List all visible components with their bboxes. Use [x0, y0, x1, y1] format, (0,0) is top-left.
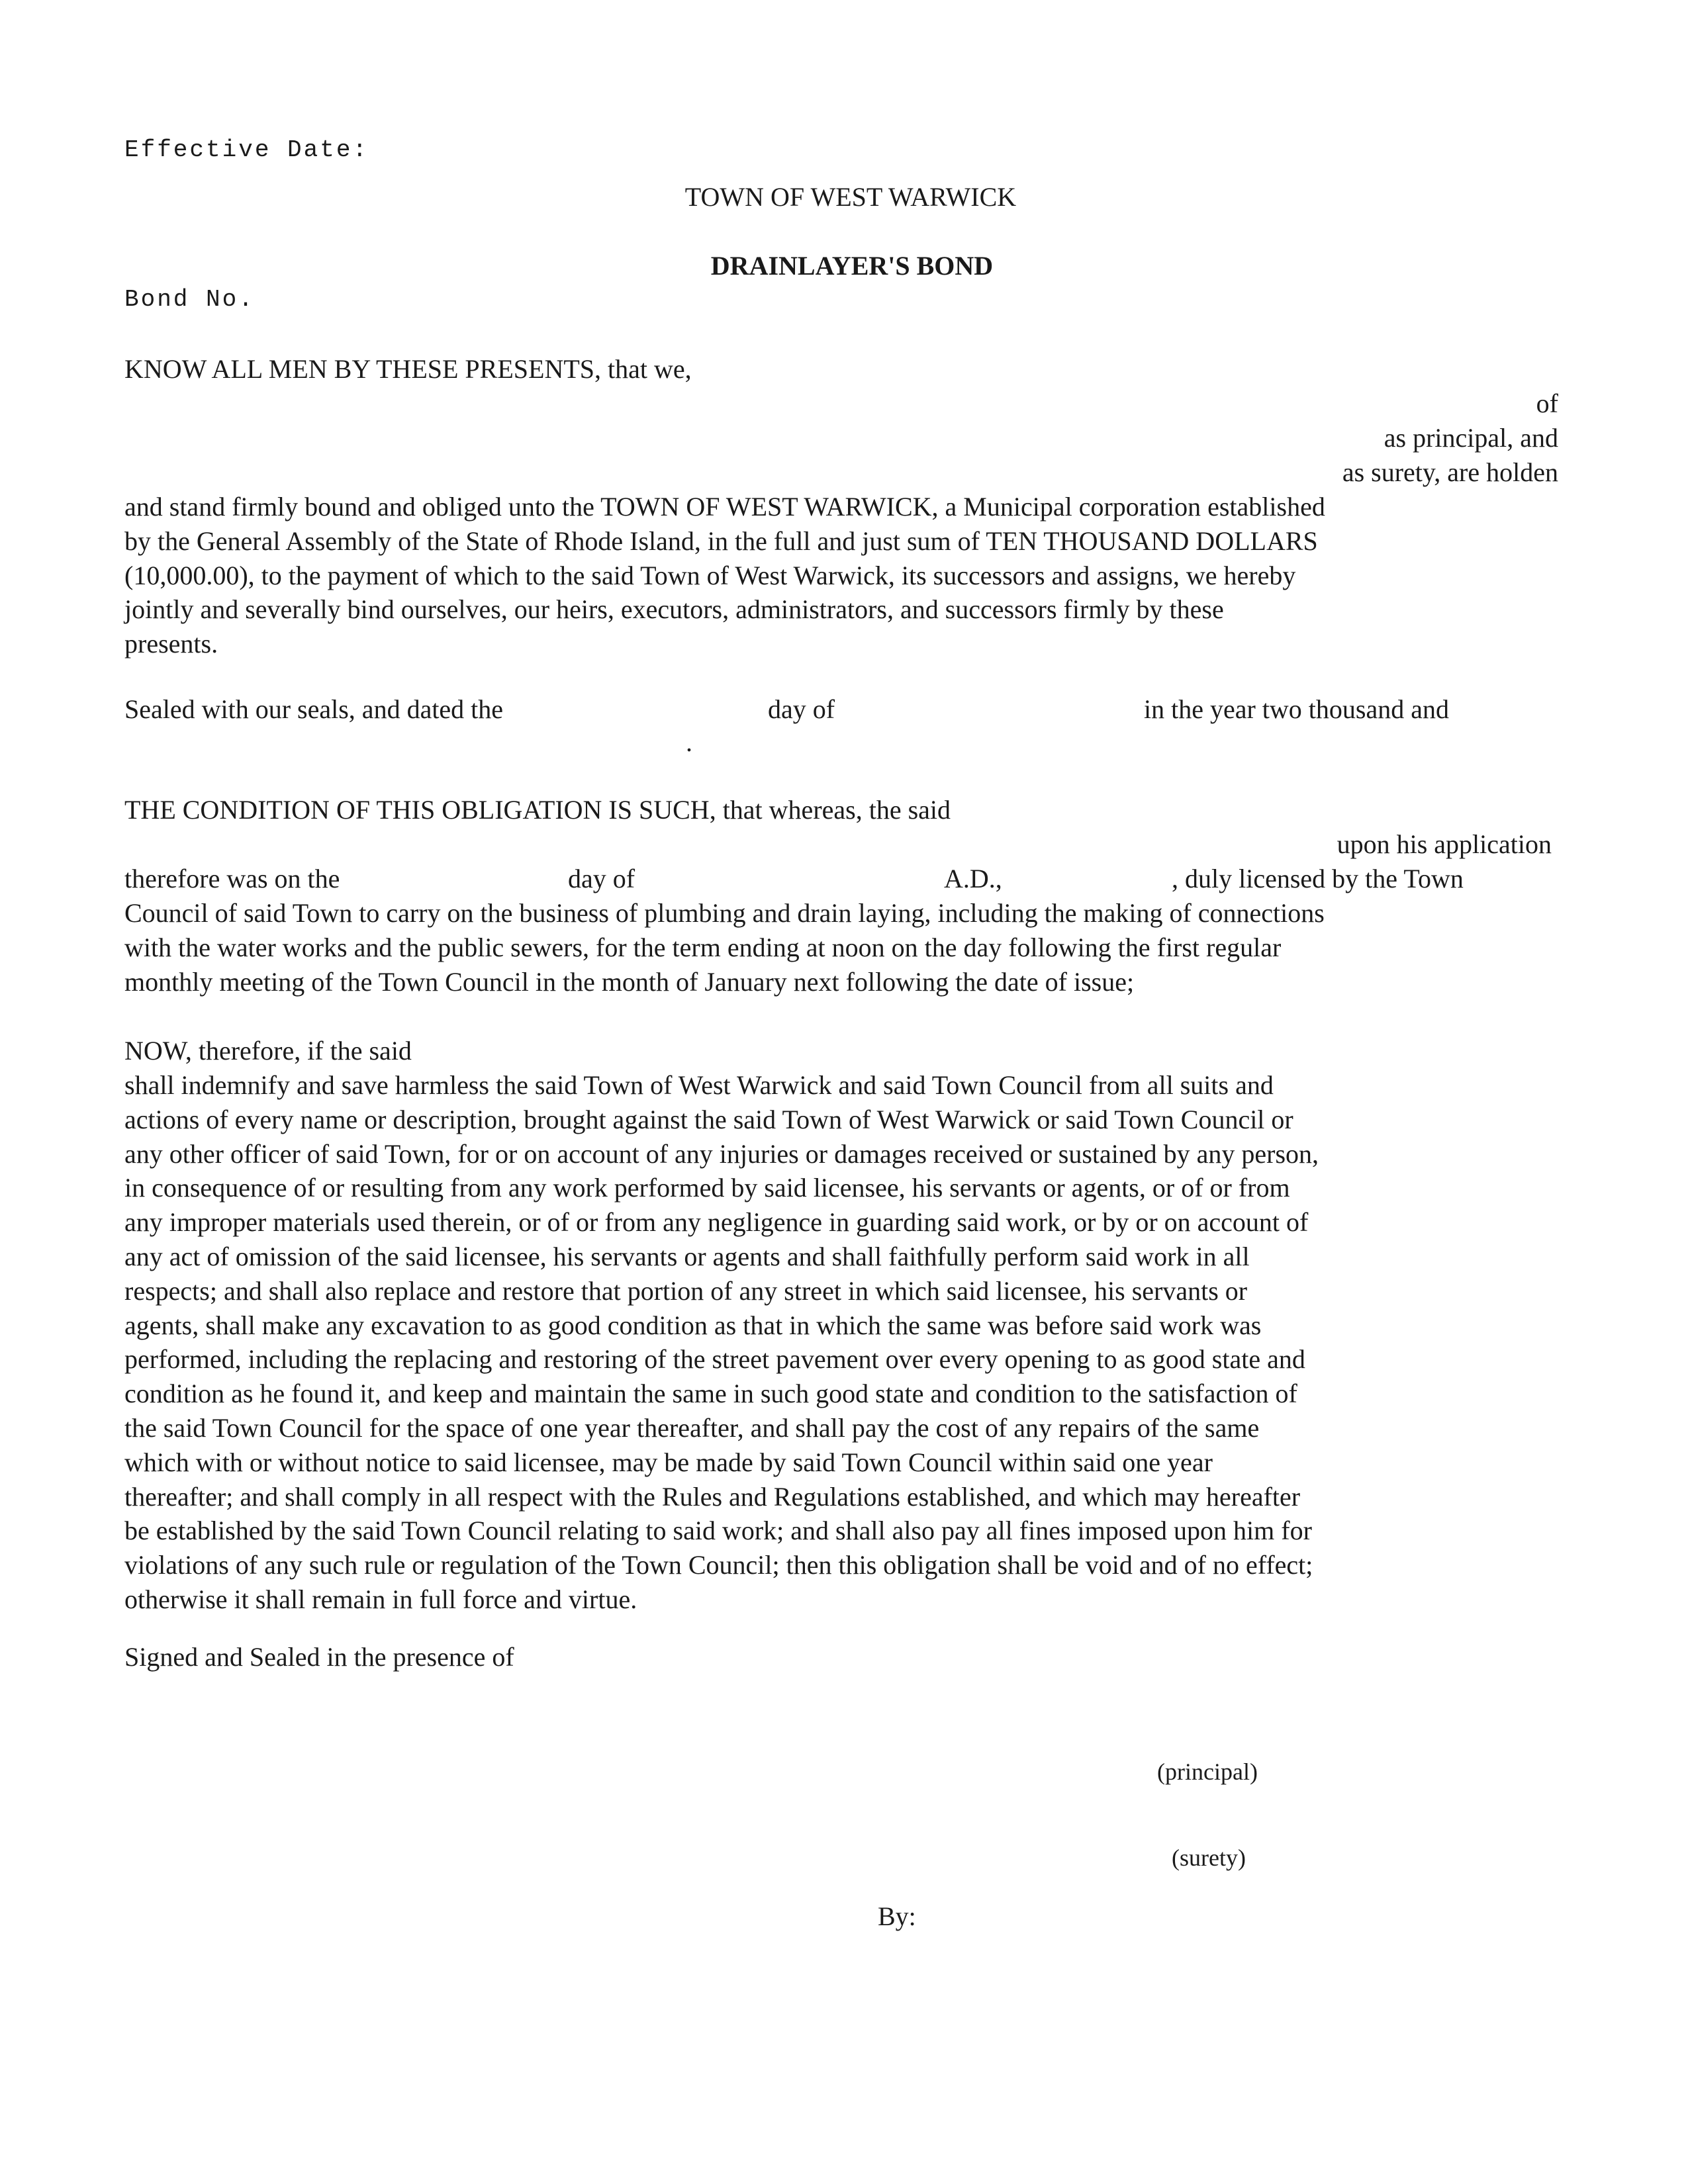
now-paragraph [124, 1068, 1562, 1617]
paragraph-line: violations of any such rule or regulation of the Town Council; then this obligation shall be void and of no effect; [124, 1550, 1313, 1580]
paragraph-line: respects; and shall also replace and restore that portion of any street in which said licensee, his servants or [124, 1275, 1248, 1306]
paragraph-line: otherwise it shall remain in full force and virtue. [124, 1584, 637, 1614]
sealed-year-text: in the year two thousand and [1144, 694, 1449, 724]
as-surety-label: as surety, are holden [1342, 457, 1558, 487]
know-all-intro: KNOW ALL MEN BY THESE PRESENTS, that we, [124, 354, 692, 384]
condition-day-of: day of [568, 864, 635, 893]
sealed-text: Sealed with our seals, and dated the [124, 694, 504, 724]
bond-number-label: Bond No. [124, 286, 255, 313]
paragraph-line: by the General Assembly of the State of Rhode Island, in the full and just sum of TEN THOUSAND DOLLARS [124, 525, 1318, 556]
paragraph-line: presents. [124, 629, 218, 659]
sealed-day-of: day of [768, 694, 835, 724]
paragraph-line: jointly and severally bind ourselves, our heirs, executors, administrators, and successors firmly by these [124, 594, 1224, 625]
now-intro: NOW, therefore, if the said [124, 1036, 412, 1066]
paragraph-line: the said Town Council for the space of one year thereafter, and shall pay the cost of any repairs of the same [124, 1412, 1260, 1443]
paragraph-line: be established by the said Town Council relating to said work; and shall also pay all fines imposed upon him for [124, 1516, 1312, 1546]
paragraph-line: actions of every name or description, brought against the said Town of West Warwick or said Town Council or [124, 1104, 1293, 1134]
by-label: By: [878, 1901, 916, 1931]
condition-intro: THE CONDITION OF THIS OBLIGATION IS SUCH, that whereas, the said [124, 795, 951, 825]
surety-label: (surety) [1172, 1844, 1246, 1871]
condition-paragraph [124, 896, 1562, 999]
paragraph-line: in consequence of or resulting from any work performed by said licensee, his servants or agents, or of or from [124, 1173, 1290, 1203]
duly-licensed-text: , duly licensed by the Town [1172, 864, 1464, 893]
paragraph-line: which with or without notice to said licensee, may be made by said Town Council within said one year [124, 1447, 1213, 1477]
paragraph-line: and stand firmly bound and obliged unto the TOWN OF WEST WARWICK, a Municipal corporation established [124, 492, 1325, 522]
paragraph-line: agents, shall make any excavation to as good condition as that in which the same was before said work was [124, 1310, 1262, 1340]
paragraph-line: Council of said Town to carry on the business of plumbing and drain laying, including the making of connections [124, 898, 1325, 928]
paragraph-line: thereafter; and shall comply in all respect with the Rules and Regulations established, and which may hereafter [124, 1481, 1301, 1512]
sealed-period: . [686, 727, 692, 757]
effective-date-label: Effective Date: [124, 136, 369, 163]
upon-application-label: upon his application [1336, 829, 1552, 859]
paragraph-line: with the water works and the public sewers, for the term ending at noon on the day following the first regular [124, 932, 1282, 962]
town-title: TOWN OF WEST WARWICK [684, 182, 1017, 212]
bound-paragraph [124, 490, 1562, 661]
paragraph-line: performed, including the replacing and restoring of the street pavement over every opening to as good state and [124, 1344, 1305, 1375]
therefore-label: therefore was on the [124, 864, 340, 893]
paragraph-line: any other officer of said Town, for or on account of any injuries or damages received or sustained by any person, [124, 1138, 1319, 1169]
page-title: DRAINLAYER'S BOND [710, 251, 994, 281]
paragraph-line: any act of omission of the said licensee, his servants or agents and shall faithfully perform said work in all [124, 1241, 1250, 1271]
paragraph-line: monthly meeting of the Town Council in the month of January next following the date of issue; [124, 966, 1135, 997]
paragraph-line: condition as he found it, and keep and maintain the same in such good state and condition to the satisfaction of [124, 1379, 1297, 1409]
of-label: of [1536, 388, 1558, 418]
signed-sealed-label: Signed and Sealed in the presence of [124, 1642, 514, 1672]
paragraph-line: shall indemnify and save harmless the said Town of West Warwick and said Town Council from all suits and [124, 1070, 1274, 1100]
paragraph-line: (10,000.00), to the payment of which to the said Town of West Warwick, its successors and assigns, we hereby [124, 560, 1296, 590]
ad-label: A.D., [944, 864, 1002, 893]
principal-label: (principal) [1157, 1758, 1258, 1785]
as-principal-label: as principal, and [1383, 423, 1558, 453]
paragraph-line: any improper materials used therein, or of or from any negligence in guarding said work, or by or on account of [124, 1207, 1309, 1238]
